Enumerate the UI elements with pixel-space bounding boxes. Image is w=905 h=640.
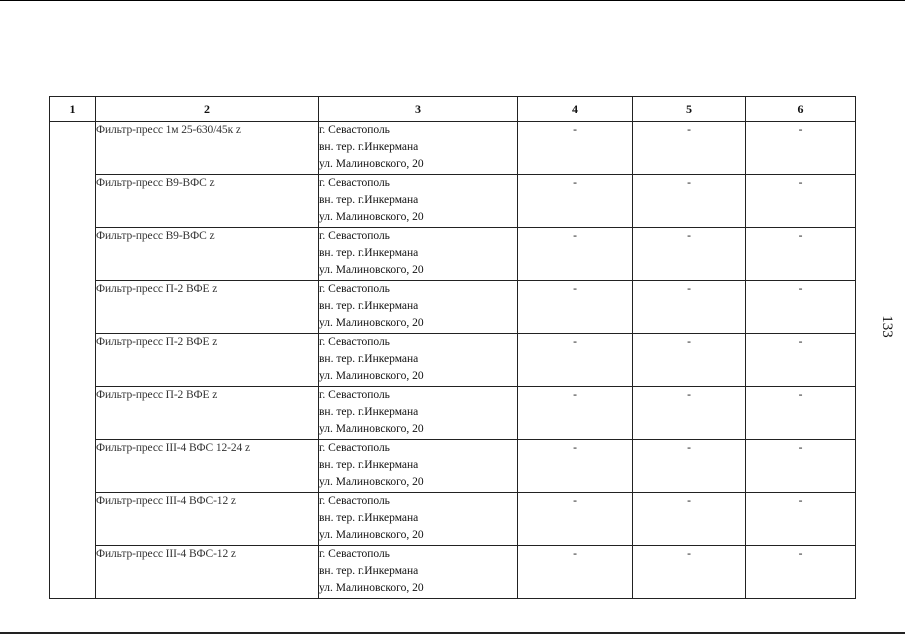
address-district: вн. тер. г.Инкермана [319,565,419,577]
address-city: г. Севастополь [319,124,390,136]
header-col-4: 4 [518,97,633,122]
table-row [50,175,856,228]
address-city: г. Севастополь [319,548,390,560]
value-col-4: - [518,387,633,440]
table-row [50,228,856,281]
value-col-5: - [633,440,746,493]
equipment-table [49,96,856,599]
value-col-4: - [518,440,633,493]
address-street: ул. Малиновского, 20 [319,370,424,382]
address-city: г. Севастополь [319,389,390,401]
row-number-cell [50,493,96,546]
address-city: г. Севастополь [319,442,390,454]
scan-edge-top [0,0,905,1]
equipment-name: Фильтр-пресс III-4 ВФС-12 z [96,546,319,599]
row-number-cell [50,228,96,281]
value-col-5: - [633,546,746,599]
address-street: ул. Малиновского, 20 [319,423,424,435]
address-street: ул. Малиновского, 20 [319,317,424,329]
address-district: вн. тер. г.Инкермана [319,459,419,471]
value-col-6: - [746,334,856,387]
value-col-5: - [633,228,746,281]
address-district: вн. тер. г.Инкермана [319,353,419,365]
address-street: ул. Малиновского, 20 [319,582,424,594]
page-number: 133 [878,315,895,338]
address-city: г. Севастополь [319,495,390,507]
value-col-4: - [518,122,633,175]
address-cell [319,175,518,228]
equipment-name: Фильтр-пресс III-4 ВФС 12-24 z [96,440,319,493]
header-col-5: 5 [633,97,746,122]
row-number-cell [50,175,96,228]
table-body [50,122,856,599]
scan-edge-bottom [0,632,905,634]
value-col-6: - [746,228,856,281]
row-number-cell [50,281,96,334]
address-cell [319,334,518,387]
equipment-name: Фильтр-пресс III-4 ВФС-12 z [96,493,319,546]
address-street: ул. Малиновского, 20 [319,264,424,276]
table-row [50,281,856,334]
table-header-row [50,97,856,122]
equipment-name: Фильтр-пресс 1м 25-630/45к z [96,122,319,175]
address-cell [319,546,518,599]
address-district: вн. тер. г.Инкермана [319,194,419,206]
address-street: ул. Малиновского, 20 [319,529,424,541]
value-col-6: - [746,546,856,599]
value-col-5: - [633,281,746,334]
table-row [50,387,856,440]
equipment-name: Фильтр-пресс П-2 ВФЕ z [96,281,319,334]
address-street: ул. Малиновского, 20 [319,476,424,488]
row-number-cell [50,440,96,493]
address-street: ул. Малиновского, 20 [319,158,424,170]
value-col-6: - [746,122,856,175]
address-district: вн. тер. г.Инкермана [319,406,419,418]
table-row [50,122,856,175]
value-col-5: - [633,387,746,440]
value-col-6: - [746,175,856,228]
equipment-name: Фильтр-пресс В9-ВФС z [96,175,319,228]
header-col-3: 3 [319,97,518,122]
value-col-4: - [518,493,633,546]
document-table-container [49,96,855,599]
address-district: вн. тер. г.Инкермана [319,512,419,524]
row-number-cell [50,122,96,175]
address-cell [319,493,518,546]
value-col-4: - [518,546,633,599]
table-row [50,546,856,599]
value-col-4: - [518,228,633,281]
address-district: вн. тер. г.Инкермана [319,141,419,153]
value-col-6: - [746,387,856,440]
value-col-5: - [633,175,746,228]
address-cell [319,281,518,334]
value-col-6: - [746,281,856,334]
value-col-4: - [518,334,633,387]
header-col-1: 1 [50,97,96,122]
value-col-6: - [746,493,856,546]
table-row [50,334,856,387]
address-district: вн. тер. г.Инкермана [319,247,419,259]
header-col-6: 6 [746,97,856,122]
address-city: г. Севастополь [319,177,390,189]
value-col-5: - [633,493,746,546]
address-cell [319,122,518,175]
address-cell [319,228,518,281]
table-row [50,493,856,546]
address-district: вн. тер. г.Инкермана [319,300,419,312]
row-number-cell [50,387,96,440]
value-col-5: - [633,334,746,387]
value-col-6: - [746,440,856,493]
address-cell [319,387,518,440]
header-col-2: 2 [96,97,319,122]
equipment-name: Фильтр-пресс П-2 ВФЕ z [96,334,319,387]
value-col-5: - [633,122,746,175]
value-col-4: - [518,175,633,228]
table-row [50,440,856,493]
equipment-name: Фильтр-пресс П-2 ВФЕ z [96,387,319,440]
row-number-cell [50,546,96,599]
address-cell [319,440,518,493]
value-col-4: - [518,281,633,334]
address-city: г. Севастополь [319,230,390,242]
row-number-cell [50,334,96,387]
address-city: г. Севастополь [319,336,390,348]
equipment-name: Фильтр-пресс В9-ВФС z [96,228,319,281]
address-city: г. Севастополь [319,283,390,295]
address-street: ул. Малиновского, 20 [319,211,424,223]
